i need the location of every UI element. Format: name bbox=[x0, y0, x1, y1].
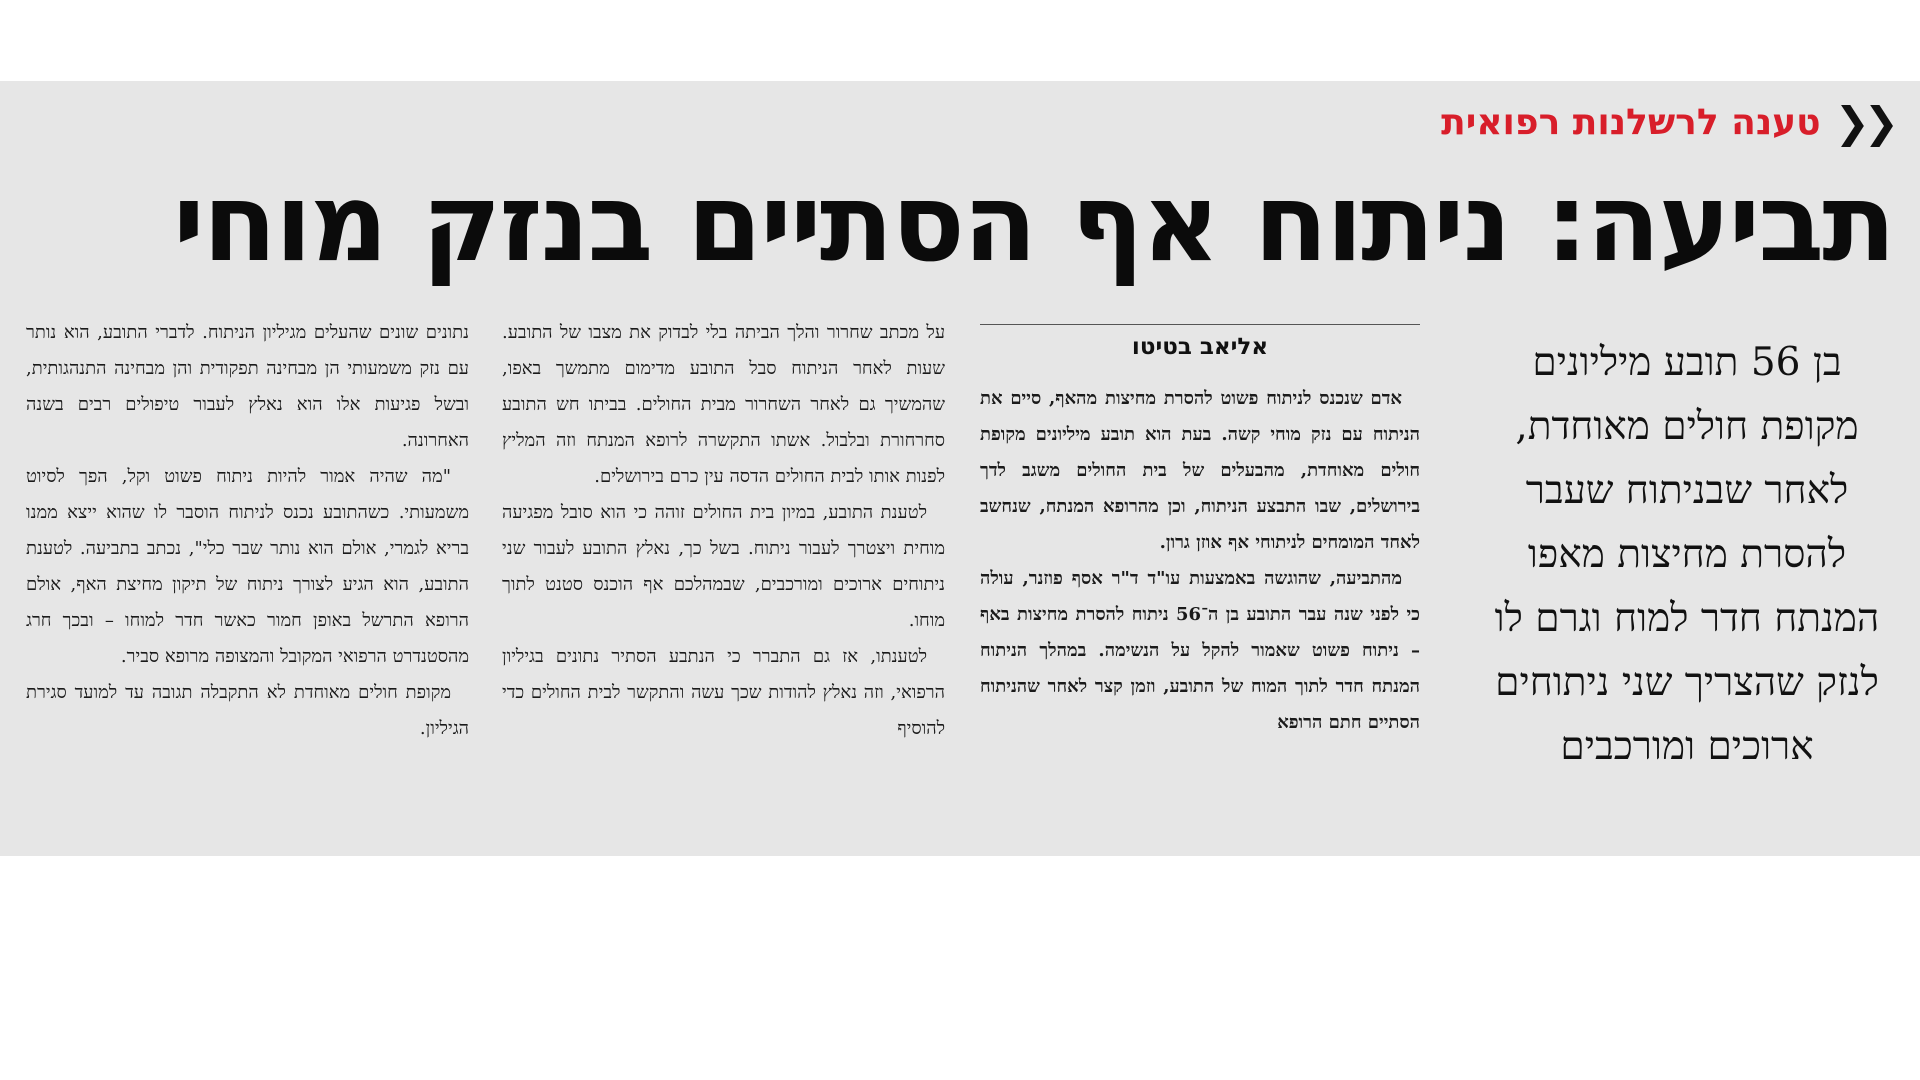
column-3-paragraph-2: "מה שהיה אמור להיות ניתוח פשוט וקל, הפך לסיוט משמעותי. כשהתובע נכנס לניתוח הוסבר לו שהוא ייצא ממנו בריא לגמרי, אולם הוא נותר שבר כלי", נכתב בתביעה. לטענת התובע, הוא הגיע לצורך ניתוח של תיקון מחיצת האף, אולם הרופא התרשל באופן חמור כאשר חדר למוחו – ובכך חרג מהסטנדרט הרפואי המקובל והמצופה מרופא סביר. bbox=[26, 466, 469, 667]
double-chevron-left-icon: ❮❮ bbox=[1834, 98, 1893, 147]
column-2-paragraph-1: על מכתב שחרור והלך הביתה בלי לבדוק את מצבו של התובע. שעות לאחר הניתוח סבל התובע מדימום מתמשך באפו, שהמשיך גם לאחר השחרור מבית החולים. בביתו חש התובע סחרחורת ובלבול. אשתו התקשרה לרופא המנתח וזה המליץ לפנות אותו לבית החולים הדסה עין כרם בירושלים. bbox=[502, 322, 945, 487]
headline: תביעה: ניתוח אף הסתיים בנזק מוחי bbox=[172, 161, 1894, 286]
column-3-paragraph-3: מקופת חולים מאוחדת לא התקבלה תגובה עד למועד סגירת הגיליון. bbox=[26, 682, 469, 739]
article-column-2 bbox=[502, 315, 945, 836]
column-1-paragraph-1: אדם שנכנס לניתוח פשוט להסרת מחיצות מהאף, סיים את הניתוח עם נזק מוחי קשה. בעת הוא תובע מיליונים מקופת חולים מאוחדת, מהבעלים של בית החולים משגב לדך בירושלים, שבו התבצע הניתוח, וכן מהרופא המנתח, שנחשב לאחד המומחים לניתוחי אף אוזן גרון. bbox=[980, 388, 1420, 553]
kicker bbox=[1441, 99, 1893, 147]
byline: אליאב בטיטו bbox=[1131, 334, 1269, 360]
article-column-1 bbox=[980, 381, 1420, 836]
lede: בן 56 תובע מיליונים מקופת חולים מאוחדת, לאחר שבניתוח שעבר להסרת מחיצות מאפו המנתח חדר למוח וגרם לו לנזק שהצריך שני ניתוחים ארוכים ומורכבים bbox=[1494, 340, 1880, 769]
newspaper-clipping bbox=[0, 81, 1920, 856]
column-2-paragraph-3: לטענתו, אז גם התברר כי הנתבע הסתיר נתונים בגיליון הרפואי, וזה נאלץ להודות שכך עשה והתקשר לבית החולים כדי להוסיף bbox=[502, 646, 945, 739]
article-column-3 bbox=[26, 315, 469, 836]
byline-divider bbox=[980, 324, 1420, 325]
column-3-paragraph-1: נתונים שונים שהעלים מגיליון הניתוח. לדברי התובע, הוא נותר עם נזק משמעותי הן מבחינה תפקודית והן מבחינה התנהגותית, ובשל פגיעות אלו הוא נאלץ לעבור טיפולים רבים בשנה האחרונה. bbox=[26, 322, 469, 451]
kicker-label: טענה לרשלנות רפואית bbox=[1441, 102, 1821, 143]
column-1-paragraph-2: מהתביעה, שהוגשה באמצעות עו"ד ד"ר אסף פוזנר, עולה כי לפני שנה עבר התובע בן ה־56 ניתוח להסרת מחיצות באף – ניתוח פשוט שאמור להקל על הנשימה. במהלך הניתוח המנתח חדר לתוך המוח של התובע, וזמן קצר לאחר שהניתוח הסתיים חתם הרופא bbox=[980, 568, 1420, 733]
column-2-paragraph-2: לטענת התובע, במיון בית החולים זוהה כי הוא סובל מפגיעה מוחית ויצטרך לעבור ניתוח. בשל כך, נאלץ התובע לעבור שני ניתוחים ארוכים ומורכבים, שבמהלכם אף הוכנס סטנט לתוך מוחו. bbox=[502, 502, 945, 631]
